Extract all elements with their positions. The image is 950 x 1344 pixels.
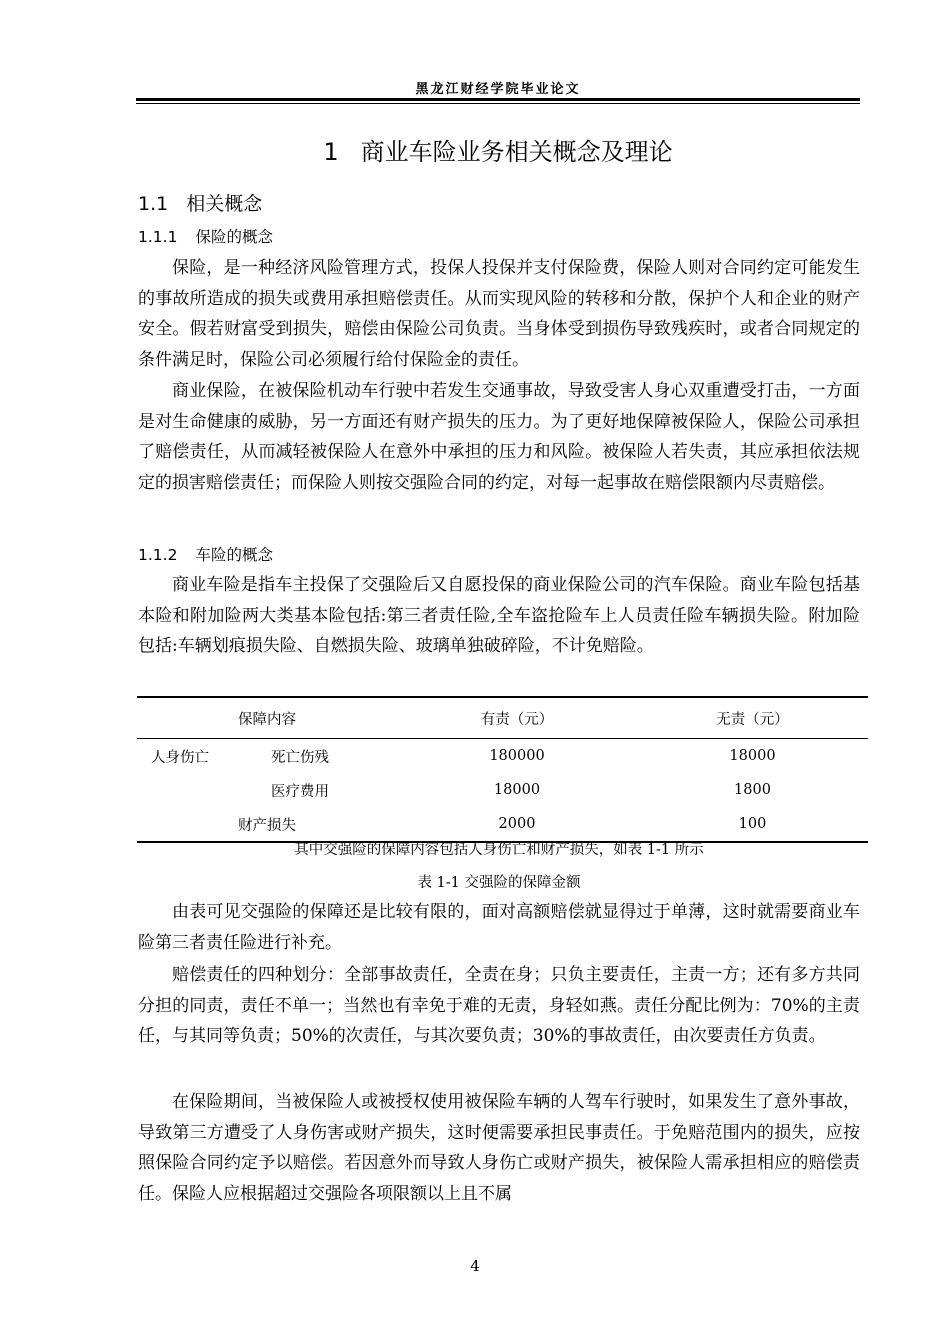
table-cell-group: 财产损失 (238, 817, 296, 834)
table-cell-with-liability: 18000 (493, 782, 541, 798)
header-rule-thick (136, 98, 860, 101)
header-rule-thin (136, 103, 860, 104)
running-header: 黑龙江财经学院毕业论文 (415, 82, 581, 97)
paragraph-insurance-concept: 保险，是一种经济风险管理方式，投保人投保并支付保险费，保险人则对合同约定可能发生的事故所造成的损失或费用承担赔偿责任。从而实现风险的转移和分散，保护个人和企业的财产安全。假若财富受到损失，赔偿由保险公司负责。当身体受到损伤导致残疾时，或者合同规定的条件满足时，保险公司必须履行给付保险金的责任。 (138, 258, 860, 370)
section-heading-1-1-2 (138, 543, 273, 565)
table-row (137, 739, 868, 774)
table-caption: 表 1-1 交强险的保障金额 (417, 875, 581, 891)
table-cell-group (137, 773, 257, 807)
table-cell-group: 人身伤亡 (151, 749, 209, 766)
coverage-table (137, 696, 868, 843)
table-cell-without-liability: 100 (738, 816, 767, 832)
section-number: 1.1.2 (138, 546, 178, 564)
table-header-cell: 保障内容 (137, 697, 397, 739)
section-title: 相关概念 (186, 193, 263, 215)
chapter-heading (136, 132, 860, 167)
table-header-cell: 无责（元） (637, 697, 868, 739)
section-heading-1-1-1 (138, 225, 273, 247)
table-row (137, 807, 868, 842)
paragraph-table-summary: 由表可见交强险的保障还是比较有限的，面对高额赔偿就显得过于单薄，这时就需要商业车险第三者责任险进行补充。 (138, 902, 860, 953)
section-title: 车险的概念 (195, 546, 273, 564)
paragraph-car-insurance-concept: 商业车险是指车主投保了交强险后又自愿投保的商业保险公司的汽车保险。商业车险包括基本险和附加险两大类基本险包括:第三者责任险,全车盗抢险车上人员责任险车辆损失险。附加险包括:车辆划痕损失险、自燃损失险、玻璃单独破碎险，不计免赔险。 (138, 575, 860, 656)
section-number: 1.1.1 (138, 228, 178, 246)
table-cell-item: 医疗费用 (271, 783, 329, 800)
table-cell-without-liability: 18000 (729, 748, 776, 764)
paragraph-commercial-insurance: 商业保险，在被保险机动车行驶中若发生交通事故，导致受害人身心双重遭受打击，一方面是对生命健康的威胁，另一方面还有财产损失的压力。为了更好地保障被保险人，保险公司承担了赔偿责任，从而减轻被保险人在意外中承担的压力和风险。被保险人若失责，其应承担依法规定的损害赔偿责任；而保险人则按交强险合同的约定，对每一起事故在赔偿限额内尽责赔偿。 (138, 381, 860, 493)
chapter-title: 商业车险业务相关概念及理论 (360, 138, 673, 166)
table-cell-without-liability: 1800 (734, 782, 771, 798)
table-cell-with-liability: 180000 (489, 748, 545, 764)
paragraph-insurance-period: 在保险期间，当被保险人或被授权使用被保险车辆的人驾车行驶时，如果发生了意外事故，导致第三方遭受了人身伤害或财产损失，这时便需要承担民事责任。于免赔范围内的损失，应按照保险合同约定予以赔偿。若因意外而导致人身伤亡或财产损失，被保险人需承担相应的赔偿责任。保险人应根据超过交强险各项限额以上且不属 (138, 1092, 860, 1204)
table-header-cell: 有责（元） (397, 697, 637, 739)
chapter-number: 1 (323, 138, 339, 166)
section-heading-1-1 (138, 189, 262, 216)
paragraph-liability-division: 赔偿责任的四种划分：全部事故责任，全责在身；只负主要责任，主责一方；还有多方共同分担的同责，责任不单一；当然也有幸免于难的无责，身轻如燕。责任分配比例为：70%的主责任，与其同等负责；50%的次责任，与其次要负责；30%的事故责任，由次要责任方负责。 (138, 965, 860, 1046)
page-number: 4 (470, 1257, 480, 1275)
table-header-row (137, 697, 868, 739)
table-cell-with-liability: 2000 (498, 816, 536, 832)
table-row (137, 773, 868, 807)
table-note: 其中交强险的保障内容包括人身伤亡和财产损失，如表 1-1 所示 (294, 842, 704, 858)
section-number: 1.1 (138, 193, 169, 215)
table-cell-item: 死亡伤残 (271, 749, 329, 766)
section-title: 保险的概念 (195, 228, 273, 246)
